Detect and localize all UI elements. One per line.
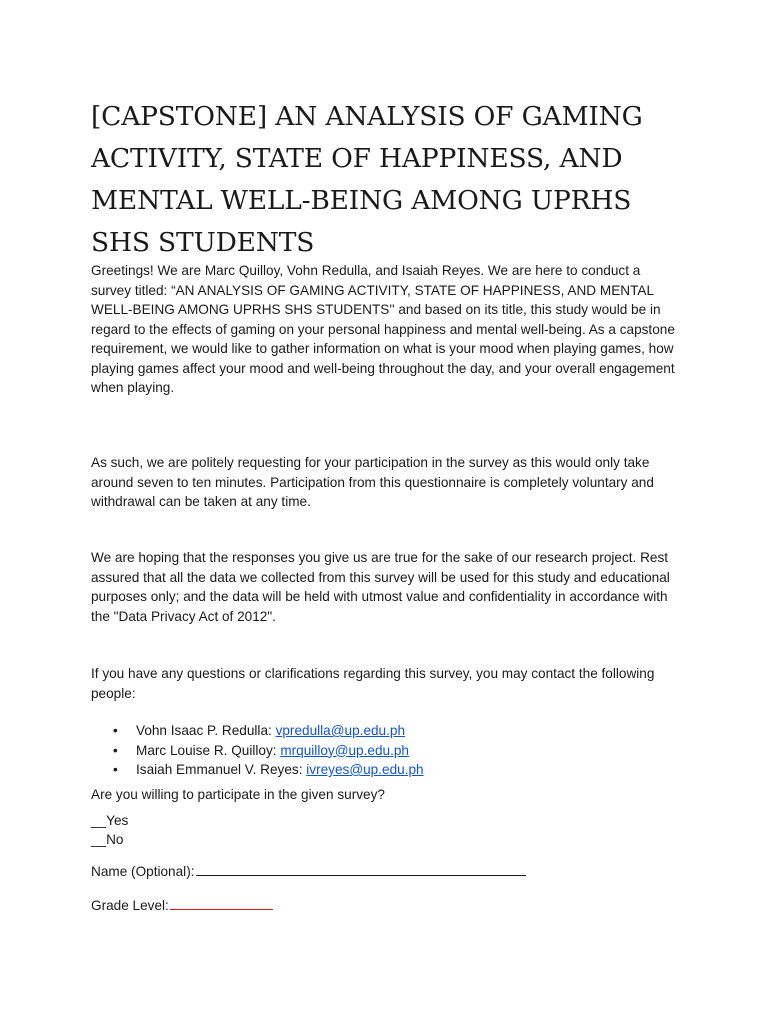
contact-email-link[interactable]: ivreyes@up.edu.ph (306, 762, 424, 777)
option-yes[interactable]: __Yes (91, 813, 129, 828)
request-paragraph: As such, we are politely requesting for your participation in the survey as this would only take around seven to ten minutes. Participation from this questionnaire is completely voluntary and withdrawal can be taken at any time. (91, 455, 654, 509)
name-field (91, 862, 526, 882)
contact-item (91, 741, 681, 761)
contact-name: Isaiah Emmanuel V. Reyes: (136, 762, 303, 777)
option-no[interactable]: __No (91, 832, 124, 847)
grade-input-line[interactable] (170, 898, 273, 910)
participation-options (91, 811, 128, 849)
contact-list (91, 721, 681, 780)
contact-email-link[interactable]: mrquilloy@up.edu.ph (280, 742, 409, 758)
contact-item (91, 721, 681, 741)
bullet-icon: • (113, 762, 118, 777)
intro-paragraph: Greetings! We are Marc Quilloy, Vohn Redulla, and Isaiah Reyes. We are here to conduct a survey titled: “AN ANALYSIS OF GAMING ACTIVITY, STATE OF HAPPINESS, AND MENTAL WELL-BEING AMONG UPRHS SHS STUDENTS'' and based on its title, this study would be in regard to the effects of gaming on your personal happiness and mental well-being. As a capstone requirement, we would like to gather information on what is your mood when playing games, how playing games affect your mood and well-being throughout the day, and your overall engagement when playing. (91, 263, 675, 395)
contact-paragraph: If you have any questions or clarifications regarding this survey, you may contact the following people: (91, 666, 655, 701)
participation-question: Are you willing to participate in the given survey? (91, 787, 385, 802)
name-label: Name (Optional): (91, 864, 195, 879)
bullet-icon: • (113, 742, 118, 758)
name-input-line[interactable] (196, 864, 526, 876)
grade-field (91, 896, 273, 916)
contact-item (91, 760, 681, 780)
contact-name: Vohn Isaac P. Redulla: (136, 723, 272, 738)
document-title: [CAPSTONE] AN ANALYSIS OF GAMING ACTIVITY, STATE OF HAPPINESS, AND MENTAL WELL-BEING AMONG UPRHS SHS STUDENTS (91, 101, 643, 258)
contact-name: Marc Louise R. Quilloy: (136, 742, 277, 758)
privacy-paragraph: We are hoping that the responses you give us are true for the sake of our research project. Rest assured that all the data we collected from this survey will be used for this study and educational purposes only; and the data will be held with utmost value and confidentiality in accordance with the "Data Privacy Act of 2012". (91, 550, 670, 624)
contact-email-link[interactable]: vpredulla@up.edu.ph (275, 723, 406, 738)
grade-label: Grade Level: (91, 898, 169, 913)
bullet-icon: • (113, 723, 118, 738)
